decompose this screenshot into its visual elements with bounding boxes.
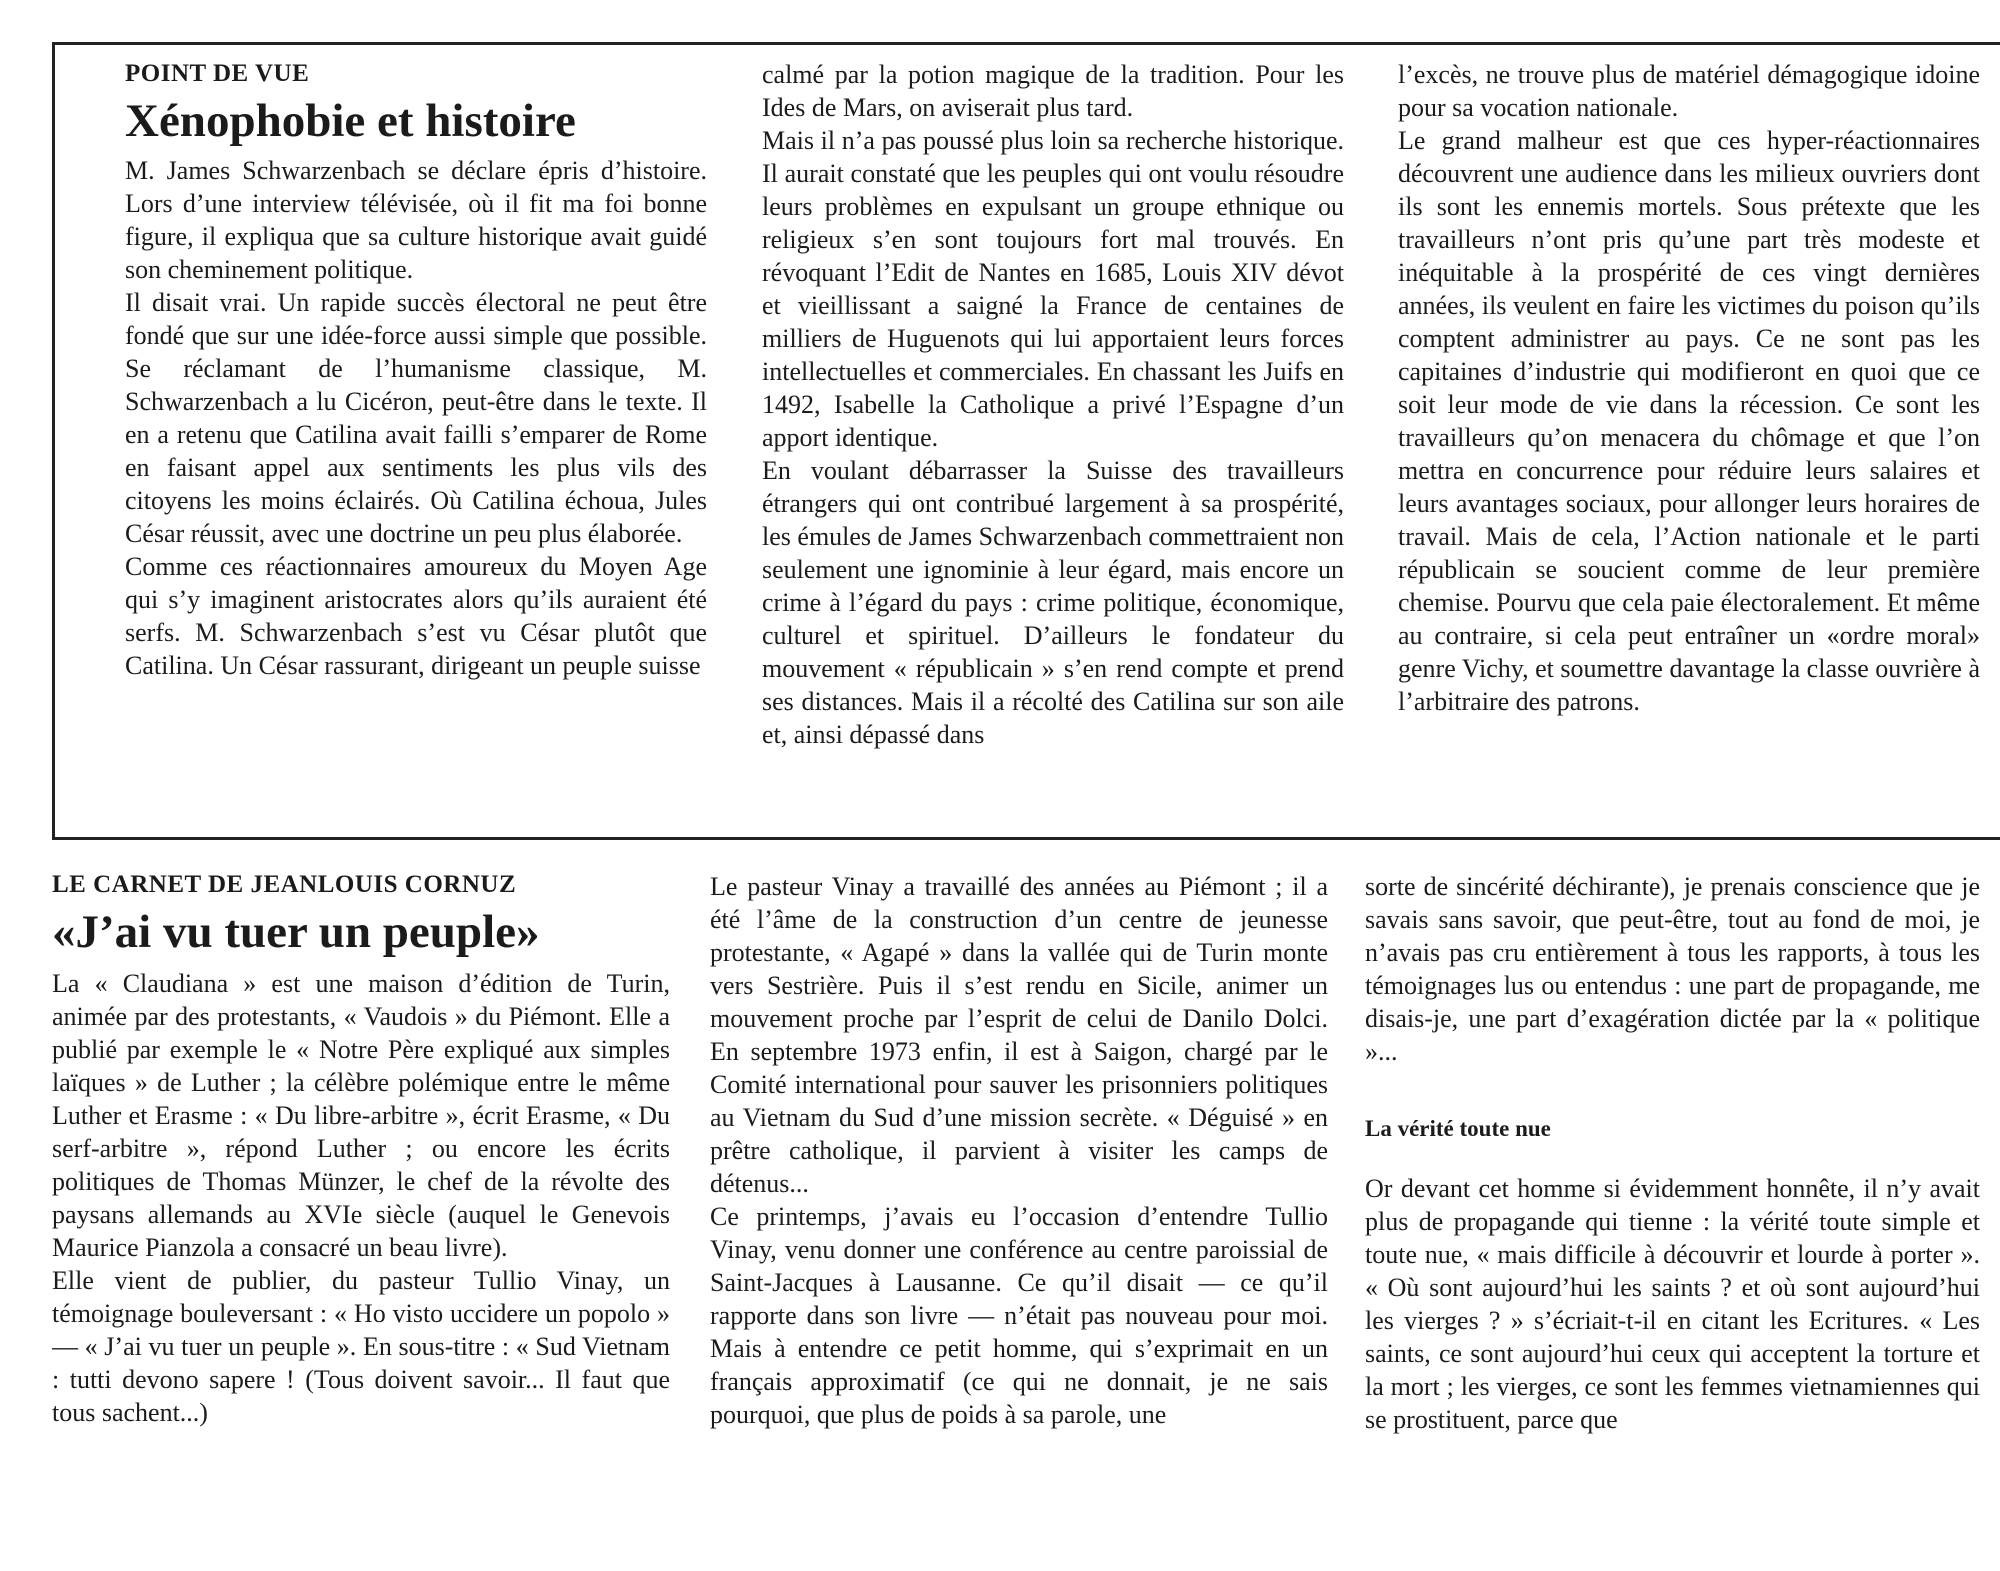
point-de-vue-column-2 xyxy=(762,58,1344,828)
paragraph: sorte de sincérité déchirante), je prenais conscience que je savais sans savoir, que peut-être, tout au fond de moi, je n’avais pas cru entièrement à tous les rapports, à tous les témoignages lus ou entendus : une part de propagande, me disais-je, une part d’exagération dictée par la « politique »... xyxy=(1365,872,1980,1066)
paragraph: En voulant débarrasser la Suisse des travailleurs étrangers qui ont contribué largement à sa prospérité, les émules de James Schwarzenbach commettraient non seulement une ignominie à leur égard, mais encore un crime à l’égard du pays : crime politique, économique, culturel et spirituel. D’ailleurs le fondateur du mouvement « républicain » s’en rend compte et prend ses distances. Mais il a récolté des Catilina sur son aile et, ainsi dépassé dans xyxy=(762,456,1344,749)
paragraph: calmé par la potion magique de la tradition. Pour les Ides de Mars, on aviserait plus tard. xyxy=(762,60,1344,122)
paragraph: Or devant cet homme si évidemment honnête, il n’y avait plus de propagande qui tienne : la vérité toute simple et toute nue, « mais difficile à découvrir et lourde à porter ». « Où sont aujourd’hui les saints ? et où sont aujourd’hui les vierges ? » s’écriait-t-il en citant les Ecritures. « Les saints, ce sont aujourd’hui ceux qui acceptent la torture et la mort ; les vierges, ce sont les femmes vietnamiennes qui se prostituent, parce que xyxy=(1365,1174,1980,1434)
paragraph: Ce printemps, j’avais eu l’occasion d’entendre Tullio Vinay, venu donner une conférence au centre paroissial de Saint-Jacques à Lausanne. Ce qu’il disait — ce qu’il rapporte dans son livre — n’était pas nouveau pour moi. Mais à entendre ce petit homme, qui s’exprimait en un français approximatif (ce qui ne donnait, je ne sais pourquoi, que plus de poids à sa parole, une xyxy=(710,1202,1328,1429)
paragraph: Le grand malheur est que ces hyper-réactionnaires découvrent une audience dans les milieux ouvriers dont ils sont les ennemis mortels. Sous prétexte que les travailleurs n’ont pris qu’une part très modeste et inéquitable à la prospérité de ces vingt dernières années, ils veulent en faire les victimes du poison qu’ils comptent administrer au pays. Ce ne sont pas les capitaines d’industrie qui modifieront en quoi que ce soit leur mode de vie dans la récession. Ce sont les travailleurs qu’on menacera du chômage et que l’on mettra en concurrence pour réduire leurs salaires et leurs avantages sociaux, pour allonger leurs horaires de travail. Mais de cela, l’Action nationale et le parti républicain se soucient comme de leur première chemise. Pourvu que cela paie électoralement. Et même au contraire, si cela peut entraîner un «ordre moral» genre Vichy, et soumettre davantage la classe ouvrière à l’arbitraire des patrons. xyxy=(1398,126,1980,716)
point-de-vue-kicker: POINT DE VUE xyxy=(125,60,310,87)
paragraph: Mais il n’a pas poussé plus loin sa recherche historique. Il aurait constaté que les peuples qui ont voulu résoudre leurs problèmes en expulsant un groupe ethnique ou religieux s’en sont toujours fort mal trouvés. En révoquant l’Edit de Nantes en 1685, Louis XIV dévot et vieillissant a saigné la France de centaines de milliers de Huguenots qui lui apportaient leurs forces intellectuelles et commerciales. En chassant les Juifs en 1492, Isabelle la Catholique a privé l’Espagne d’un apport identique. xyxy=(762,126,1344,452)
carnet-title: «J’ai vu tuer un peuple» xyxy=(52,906,540,958)
paragraph: Le pasteur Vinay a travaillé des années au Piémont ; il a été l’âme de la construction d’un centre de jeunesse protestante, « Agapé » dans la vallée qui de Turin monte vers Sestrière. Puis il s’est rendu en Sicile, animer un mouvement proche par l’esprit de celui de Danilo Dolci. En septembre 1973 enfin, il est à Saigon, chargé par le Comité international pour sauver les prisonniers politiques au Vietnam du Sud d’une mission secrète. « Déguisé » en prêtre catholique, il parvient à visiter les camps de détenus... xyxy=(710,872,1328,1198)
carnet-column-2 xyxy=(710,870,1328,1570)
carnet-column-3 xyxy=(1365,870,1980,1570)
paragraph: M. James Schwarzenbach se déclare épris d’histoire. Lors d’une interview télévisée, où il fit ma foi bonne figure, il expliqua que sa culture historique avait guidé son cheminement politique. xyxy=(125,156,707,284)
paragraph: l’excès, ne trouve plus de matériel démagogique idoine pour sa vocation nationale. xyxy=(1398,60,1980,122)
carnet-kicker: LE CARNET DE JEANLOUIS CORNUZ xyxy=(52,871,517,898)
paragraph: La « Claudiana » est une maison d’édition de Turin, animée par des protestants, « Vaudois » du Piémont. Elle a publié par exemple le « Notre Père expliqué aux simples laïques » de Luther ; la célèbre polémique entre le même Luther et Erasme : « Du libre-arbitre », écrit Erasme, « Du serf-arbitre », répond Luther ; ou encore les écrits politiques de Thomas Münzer, le chef de la révolte des paysans allemands au XVIe siècle (auquel le Genevois Maurice Pianzola a consacré un beau livre). xyxy=(52,969,670,1262)
carnet-column-1 xyxy=(52,869,670,1569)
point-de-vue-title: Xénophobie et histoire xyxy=(125,95,576,147)
point-de-vue-column-3 xyxy=(1398,58,1980,828)
paragraph: Comme ces réactionnaires amoureux du Moyen Age qui s’y imaginent aristocrates alors qu’ils auraient été serfs. M. Schwarzenbach s’est vu César plutôt que Catilina. Un César rassurant, dirigeant un peuple suisse xyxy=(125,552,707,680)
point-de-vue-column-1 xyxy=(125,58,707,828)
section-subheading: La vérité toute nue xyxy=(1365,1116,1551,1141)
paragraph: Elle vient de publier, du pasteur Tullio Vinay, un témoignage bouleversant : « Ho visto uccidere un popolo » — « J’ai vu tuer un peuple ». En sous-titre : « Sud Vietnam : tutti devono sapere ! (Tous doivent savoir... Il faut que tous sachent...) xyxy=(52,1266,670,1427)
paragraph: Il disait vrai. Un rapide succès électoral ne peut être fondé que sur une idée-force aussi simple que possible. Se réclamant de l’humanisme classique, M. Schwarzenbach a lu Cicéron, peut-être dans le texte. Il en a retenu que Catilina avait failli s’emparer de Rome en faisant appel aux sentiments les plus vils des citoyens les moins éclairés. Où Catilina échoua, Jules César réussit, avec une doctrine un peu plus élaborée. xyxy=(125,288,707,548)
